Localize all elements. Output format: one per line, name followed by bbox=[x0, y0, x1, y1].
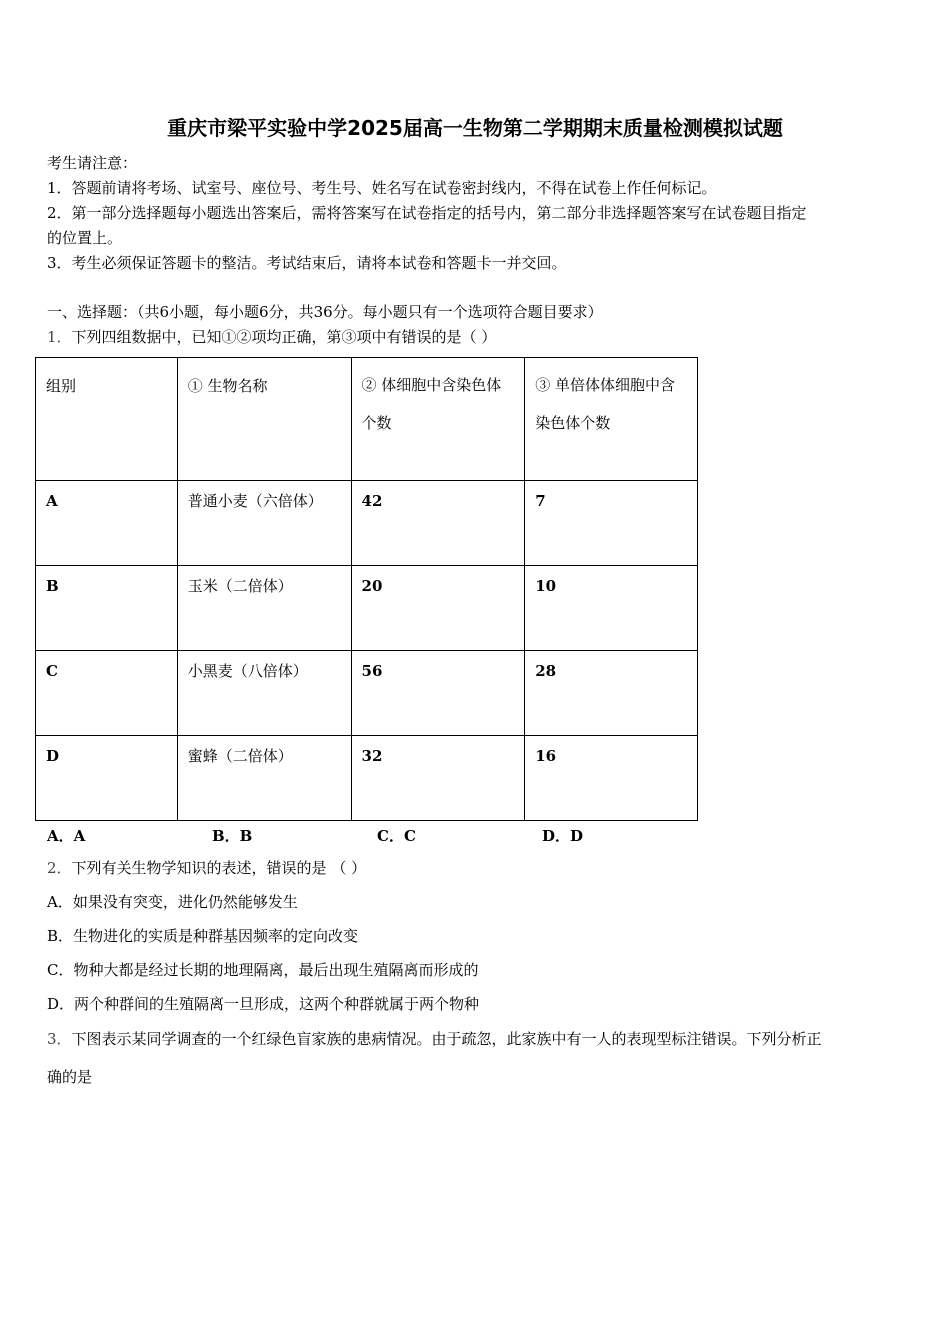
q2-option-a[interactable]: A．如果没有突变，进化仍然能够发生 bbox=[47, 893, 298, 911]
header-organism: ① 生物名称 bbox=[177, 358, 351, 481]
table-row bbox=[36, 481, 698, 566]
cell-haploid: 16 bbox=[525, 736, 698, 821]
cell-organism: 玉米（二倍体） bbox=[177, 566, 351, 651]
cell-haploid: 28 bbox=[525, 651, 698, 736]
question-2-text: 下列有关生物学知识的表述，错误的是 （ ） bbox=[71, 859, 367, 877]
notice-item-1: 1．答题前请将考场、试室号、座位号、考生号、姓名写在试卷密封线内，不得在试卷上作任何标记。 bbox=[47, 179, 717, 197]
cell-group: C bbox=[36, 651, 178, 736]
cell-haploid: 7 bbox=[525, 481, 698, 566]
section-heading: 一、选择题：（共6小题，每小题6分，共36分。每小题只有一个选项符合题目要求） bbox=[47, 303, 603, 321]
cell-somatic: 32 bbox=[351, 736, 525, 821]
exam-title: 重庆市梁平实验中学2025届高一生物第二学期期末质量检测模拟试题 bbox=[167, 116, 783, 140]
notice-item-2-cont: 的位置上。 bbox=[47, 229, 123, 247]
header-group: 组别 bbox=[36, 358, 178, 481]
cell-group: A bbox=[36, 481, 178, 566]
cell-organism: 小黑麦（八倍体） bbox=[177, 651, 351, 736]
q2-option-c[interactable]: C．物种大都是经过长期的地理隔离，最后出现生殖隔离而形成的 bbox=[47, 961, 479, 979]
cell-haploid: 10 bbox=[525, 566, 698, 651]
question-3-number: 3． bbox=[47, 1030, 72, 1048]
table-row bbox=[36, 651, 698, 736]
notice-item-3: 3．考生必须保证答题卡的整洁。考试结束后，请将本试卷和答题卡一并交回。 bbox=[47, 254, 567, 272]
cell-somatic: 56 bbox=[351, 651, 525, 736]
question-3-text: 下图表示某同学调查的一个红绿色盲家族的患病情况。由于疏忽，此家族中有一人的表现型标注错误。下列分析正 bbox=[71, 1030, 822, 1048]
cell-somatic: 42 bbox=[351, 481, 525, 566]
question-1-text: 下列四组数据中，已知①②项均正确，第③项中有错误的是（ ） bbox=[71, 328, 497, 346]
question-3-stem-cont: 确的是 bbox=[47, 1068, 93, 1086]
notice-heading: 考生请注意： bbox=[47, 154, 138, 172]
chromosome-table bbox=[35, 357, 698, 821]
cell-organism: 蜜蜂（二倍体） bbox=[177, 736, 351, 821]
cell-somatic: 20 bbox=[351, 566, 525, 651]
table-row bbox=[36, 736, 698, 821]
question-1-stem bbox=[47, 327, 496, 347]
q1-option-b[interactable]: B．B bbox=[212, 827, 253, 845]
header-haploid-count: ③ 单倍体体细胞中含 染色体个数 bbox=[525, 358, 698, 481]
header-somatic-count: ② 体细胞中含染色体 个数 bbox=[351, 358, 525, 481]
cell-organism: 普通小麦（六倍体） bbox=[177, 481, 351, 566]
table-row bbox=[36, 566, 698, 651]
q2-option-b[interactable]: B．生物进化的实质是种群基因频率的定向改变 bbox=[47, 927, 359, 945]
notice-item-2: 2．第一部分选择题每小题选出答案后，需将答案写在试卷指定的括号内，第二部分非选择题答案写在试卷题目指定 bbox=[47, 204, 807, 222]
q2-option-d[interactable]: D．两个种群间的生殖隔离一旦形成，这两个种群就属于两个物种 bbox=[47, 995, 480, 1013]
cell-group: D bbox=[36, 736, 178, 821]
question-1-number: 1． bbox=[47, 328, 72, 346]
q1-option-a[interactable]: A．A bbox=[47, 827, 86, 845]
q1-option-d[interactable]: D．D bbox=[542, 827, 584, 845]
table-header-row bbox=[36, 358, 698, 481]
q1-option-c[interactable]: C．C bbox=[377, 827, 416, 845]
cell-group: B bbox=[36, 566, 178, 651]
question-2-stem bbox=[47, 858, 366, 878]
question-3-stem bbox=[47, 1029, 822, 1049]
question-2-number: 2． bbox=[47, 859, 72, 877]
